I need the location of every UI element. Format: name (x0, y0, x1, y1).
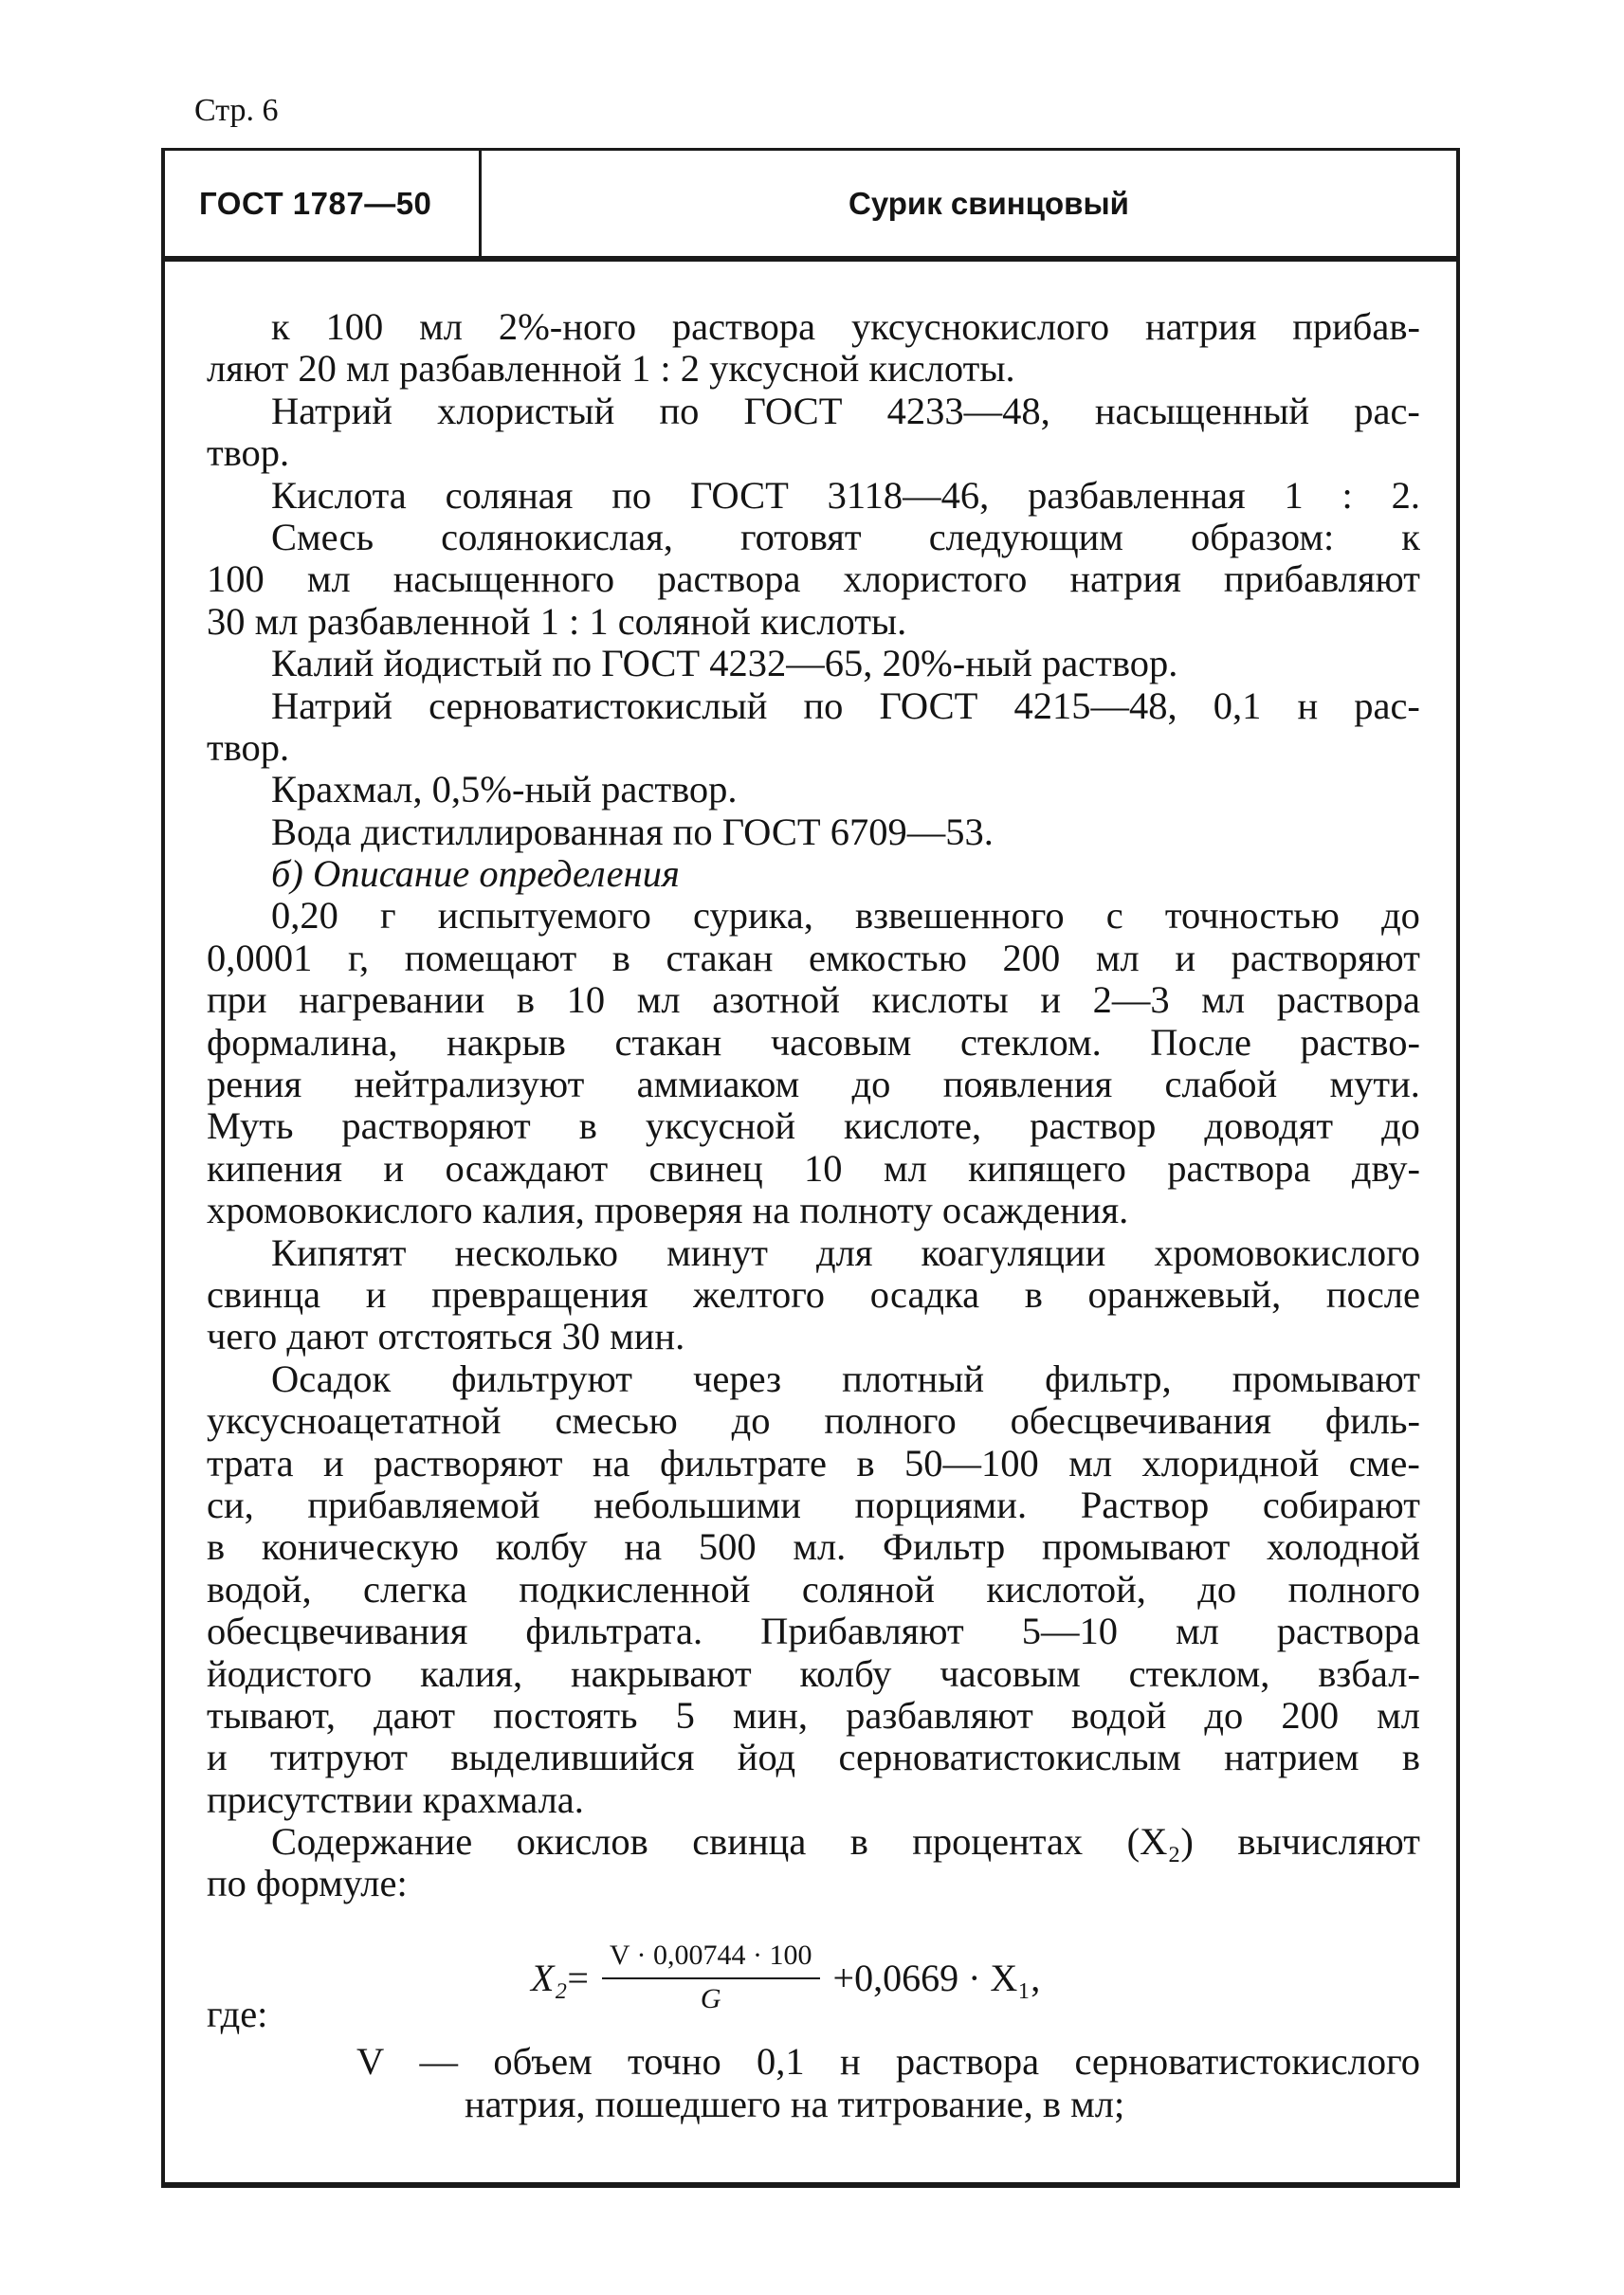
word: раствора (895, 2040, 1040, 2084)
word: фильтрата. (525, 1610, 703, 1653)
word: 50—100 (904, 1441, 1039, 1484)
word: Кипятят (271, 1230, 407, 1274)
word: подкисленной (519, 1567, 751, 1611)
word: 0,20 (271, 894, 338, 938)
word: раствора (1167, 1146, 1311, 1190)
word: кислотой, (986, 1567, 1146, 1611)
word: образом: (1191, 515, 1335, 558)
word: водой, (207, 1567, 312, 1611)
word: свинца (207, 1272, 321, 1316)
word: процентах (912, 1820, 1084, 1864)
word: небольшими (593, 1483, 801, 1526)
word: обесцвечивания (207, 1610, 468, 1653)
text-line (207, 1358, 1420, 1400)
word: 10 (566, 978, 606, 1022)
word: стакан (666, 936, 774, 979)
word: си, (207, 1483, 254, 1526)
word: минут (666, 1230, 769, 1274)
word: 500 (698, 1525, 757, 1569)
word: промывают (1042, 1525, 1231, 1569)
word: по (611, 473, 652, 517)
word: фильтрате (659, 1441, 828, 1484)
word: нейтрализуют (354, 1063, 585, 1106)
word: соляной (801, 1567, 935, 1611)
word: окислов (516, 1820, 648, 1864)
text-line: по формуле: (207, 1862, 408, 1905)
text-line (207, 1484, 1420, 1526)
word: свинца (692, 1820, 807, 1864)
word: (X₂) (1126, 1820, 1194, 1864)
word: 200 (1002, 936, 1061, 979)
word: прибавляемой (307, 1483, 540, 1526)
word: фильтруют (451, 1357, 632, 1400)
word: Муть (207, 1104, 294, 1148)
text-line (207, 306, 1420, 348)
word: промывают (1232, 1357, 1420, 1400)
word: кипящего (968, 1146, 1126, 1190)
word: объем (493, 2040, 593, 2084)
word: уксуснокислого (851, 305, 1110, 348)
text-line: натрия, пошедшего на титрование, в мл; (465, 2082, 1125, 2125)
text-line: ляют 20 мл разбавленной 1 : 2 уксусной кислоты. (207, 347, 1015, 391)
word: мл (636, 978, 681, 1022)
word: и (1175, 936, 1196, 979)
word: и (1040, 978, 1062, 1022)
word: помещают (404, 936, 577, 979)
word: колбу (495, 1525, 588, 1569)
text-line (207, 1569, 1420, 1611)
word: через (693, 1357, 782, 1400)
word: Смесь (271, 515, 374, 558)
word: растворяют (1231, 936, 1420, 979)
text-line: где: (207, 1993, 268, 2036)
word: мл (1068, 1441, 1113, 1484)
word: коагуляции (921, 1230, 1106, 1274)
word: до (1197, 1567, 1237, 1611)
word: колбу (799, 1651, 892, 1695)
word: натрием (1224, 1736, 1359, 1779)
header-separator (479, 150, 482, 256)
word: смесью (555, 1399, 678, 1443)
text-line (207, 1064, 1420, 1105)
word: насыщенный (1094, 389, 1310, 432)
document-body (207, 306, 1420, 2125)
word: выделившийся (450, 1736, 695, 1779)
header-bottom-rule (161, 256, 1460, 262)
word: и (322, 1441, 344, 1484)
word: кислоте, (844, 1104, 982, 1148)
formula-x2 (531, 1940, 1040, 2015)
formula-numerator: V · 0,00744 · 100 (602, 1940, 820, 1979)
word: г, (348, 936, 370, 979)
word: ГОСТ (689, 473, 789, 517)
word: серноватистокислого (1074, 2040, 1420, 2084)
text-line (207, 1653, 1420, 1695)
word: хлоридной (1141, 1441, 1320, 1484)
word: готовят (739, 515, 862, 558)
word: 4233—48, (886, 389, 1050, 432)
word: сурика, (693, 894, 813, 938)
text-line (207, 685, 1420, 727)
word: в (1024, 1272, 1043, 1316)
word: порциями. (854, 1483, 1028, 1526)
word: 4215—48, (1013, 683, 1177, 727)
word: Прибавляют (760, 1610, 964, 1653)
word: мути. (1329, 1063, 1420, 1106)
word: при (207, 978, 267, 1022)
page-number: Стр. 6 (194, 93, 279, 128)
text-line (207, 895, 1420, 937)
text-line (207, 517, 1420, 558)
word: мл (1377, 1693, 1420, 1737)
word: йодистого (207, 1651, 373, 1695)
word: оранжевый, (1087, 1272, 1282, 1316)
word: н (1297, 683, 1319, 727)
word: Фильтр (883, 1525, 1006, 1569)
text-line (207, 1022, 1420, 1064)
text-line (207, 1611, 1420, 1652)
formula-lhs: X₂ (531, 1956, 568, 1999)
word: филь- (1324, 1399, 1420, 1443)
text-line: твор. (207, 725, 290, 769)
text-line (207, 1105, 1420, 1147)
word: V (356, 2040, 385, 2084)
word: в (207, 1525, 226, 1569)
text-line (207, 1400, 1420, 1442)
word: Раствор (1080, 1483, 1210, 1526)
word: серноватистокислым (838, 1736, 1181, 1779)
word: и (207, 1736, 228, 1779)
text-line: чего дают отстояться 30 мин. (207, 1315, 685, 1358)
text-line (207, 1232, 1420, 1274)
word: 3118—46, (827, 473, 990, 517)
text-line (207, 1737, 1420, 1778)
word: мл (1095, 936, 1140, 979)
word: Кислота (271, 473, 407, 517)
word: точностью (1164, 894, 1340, 938)
word: 2. (1391, 473, 1420, 517)
word: плотный (842, 1357, 984, 1400)
word: фильтр, (1045, 1357, 1172, 1400)
word: превращения (431, 1272, 648, 1316)
footer-rule (161, 2182, 1460, 2188)
word: в (849, 1820, 868, 1864)
word: уксусной (645, 1104, 796, 1148)
word: следующим (928, 515, 1123, 558)
word: мин, (732, 1693, 809, 1737)
word: стеклом, (1128, 1651, 1270, 1695)
word: рас- (1354, 389, 1420, 432)
word: раствора (1276, 1610, 1420, 1653)
word: 100 (325, 305, 384, 348)
word: желтого (693, 1272, 826, 1316)
word: солянокислая, (441, 515, 673, 558)
word: часовым (770, 1020, 912, 1064)
text-line (207, 391, 1420, 432)
word: мл (1201, 978, 1246, 1022)
text-line (207, 938, 1420, 979)
word: Натрий (271, 389, 392, 432)
word: часовым (940, 1651, 1081, 1695)
word: сме- (1348, 1441, 1420, 1484)
word: по (659, 389, 700, 432)
text-line: Вода дистиллированная по ГОСТ 6709—53. (271, 810, 994, 853)
word: разбавленная (1028, 473, 1246, 517)
word: раствора (657, 557, 801, 601)
word: ГОСТ (879, 683, 978, 727)
word: 2%-ного (498, 305, 637, 348)
word: в (611, 936, 630, 979)
word: тывают, (207, 1693, 336, 1737)
text-line: Калий йодистый по ГОСТ 4232—65, 20%-ный раствор. (271, 642, 1178, 685)
word: 0,1 (757, 2040, 805, 2084)
word: 0,1 (1213, 683, 1262, 727)
word: рения (207, 1063, 302, 1106)
word: доводят (1204, 1104, 1334, 1148)
word: дву- (1351, 1146, 1420, 1190)
text-line (207, 2041, 1420, 2083)
word: появления (942, 1063, 1113, 1106)
word: для (816, 1230, 873, 1274)
word: постоять (493, 1693, 638, 1737)
word: раство- (1300, 1020, 1420, 1064)
word: и (365, 1272, 387, 1316)
text-line (207, 475, 1420, 517)
text-line: Крахмал, 0,5%-ный раствор. (271, 768, 738, 811)
word: стакан (614, 1020, 722, 1064)
word: мл (1175, 1610, 1219, 1653)
word: осадка (869, 1272, 980, 1316)
word: осаждают (445, 1146, 609, 1190)
word: собирают (1262, 1483, 1420, 1526)
word: взбал- (1318, 1651, 1420, 1695)
formula-denominator: G (700, 1983, 721, 2014)
text-line (207, 1443, 1420, 1484)
word: уксусноацетатной (207, 1399, 502, 1443)
word: натрия (1069, 557, 1181, 601)
word: взвешенного (854, 894, 1065, 938)
word: с (1105, 894, 1123, 938)
word: Содержание (271, 1820, 473, 1864)
word: 2—3 (1092, 978, 1170, 1022)
text-line: б) Описание определения (271, 852, 680, 896)
word: по (803, 683, 844, 727)
word: до (731, 1399, 771, 1443)
header-standard-number: ГОСТ 1787—50 (199, 186, 432, 221)
word: мл. (793, 1525, 847, 1569)
word: после (1325, 1272, 1420, 1316)
word: хлористый (437, 389, 615, 432)
word: слабой (1164, 1063, 1278, 1106)
word: мл (883, 1146, 927, 1190)
word: Натрий (271, 683, 392, 727)
text-line: 30 мл разбавленной 1 : 1 соляной кислоты. (207, 599, 907, 643)
word: 100 (207, 557, 265, 601)
word: хромовокислого (1154, 1230, 1420, 1274)
word: к (1401, 515, 1420, 558)
text-line (207, 1695, 1420, 1737)
text-line (207, 1821, 1420, 1863)
word: ГОСТ (743, 389, 843, 432)
word: хлористого (843, 557, 1028, 601)
word: емкостью (809, 936, 967, 979)
word: накрыв (447, 1020, 566, 1064)
word: в (578, 1104, 597, 1148)
word: водой (1070, 1693, 1167, 1737)
word: обесцвечивания (1010, 1399, 1272, 1443)
word: формалина, (207, 1020, 398, 1064)
word: натрия (1145, 305, 1257, 348)
word: полного (1287, 1567, 1420, 1611)
word: — (419, 2040, 459, 2084)
text-line (207, 979, 1420, 1021)
header-title: Сурик свинцовый (848, 186, 1129, 221)
word: нагревании (299, 978, 485, 1022)
word: соляная (445, 473, 574, 517)
word: раствора (1276, 978, 1420, 1022)
word: коническую (261, 1525, 460, 1569)
text-line (207, 558, 1420, 600)
word: полного (824, 1399, 957, 1443)
word: азотной (712, 978, 840, 1022)
word: растворяют (374, 1441, 563, 1484)
word: в (856, 1441, 875, 1484)
word: 10 (804, 1146, 843, 1190)
word: калия, (420, 1651, 523, 1695)
text-line (207, 1526, 1420, 1568)
word: мл (419, 305, 463, 348)
formula-rhs: +0,0669 · X₁, (832, 1956, 1041, 1999)
word: 1 (1284, 473, 1304, 517)
word: прибав- (1292, 305, 1420, 348)
word: мл (306, 557, 351, 601)
word: После (1150, 1020, 1251, 1064)
word: испытуемого (437, 894, 651, 938)
word: йод (737, 1736, 796, 1779)
word: до (1381, 1104, 1420, 1148)
word: слегка (363, 1567, 467, 1611)
word: насыщенного (392, 557, 615, 601)
word: вычисляют (1237, 1820, 1420, 1864)
word: до (1381, 894, 1420, 938)
word: титруют (270, 1736, 409, 1779)
text-line (207, 1148, 1420, 1190)
word: 0,0001 (207, 936, 313, 979)
word: до (1204, 1693, 1244, 1737)
text-line (207, 1274, 1420, 1316)
formula-fraction (602, 1940, 820, 2015)
word: несколько (454, 1230, 619, 1274)
word: г (380, 894, 396, 938)
word: аммиаком (636, 1063, 800, 1106)
word: свинец (648, 1146, 763, 1190)
word: на (592, 1441, 630, 1484)
word: : (1341, 473, 1353, 517)
word: к (271, 305, 290, 348)
word: растворяют (341, 1104, 531, 1148)
word: на (624, 1525, 663, 1569)
word: дают (374, 1693, 456, 1737)
word: 5—10 (1021, 1610, 1118, 1653)
word: кислоты (871, 978, 1009, 1022)
word: в (1401, 1736, 1420, 1779)
text-line: твор. (207, 431, 290, 475)
word: стеклом. (959, 1020, 1102, 1064)
text-line: хромовокислого калия, проверяя на полноту осаждения. (207, 1189, 1129, 1232)
word: н (839, 2040, 861, 2084)
word: накрывают (570, 1651, 752, 1695)
word: кипения (207, 1146, 342, 1190)
word: точно (628, 2040, 721, 2084)
word: рас- (1354, 683, 1420, 727)
word: 5 (675, 1693, 695, 1737)
text-line: присутствии крахмала. (207, 1777, 584, 1821)
word: разбавляют (846, 1693, 1033, 1737)
word: в (516, 978, 536, 1022)
word: раствора (671, 305, 816, 348)
word: 200 (1281, 1693, 1340, 1737)
word: Осадок (271, 1357, 392, 1400)
word: прибавляют (1223, 557, 1420, 601)
word: раствор (1030, 1104, 1157, 1148)
word: трата (207, 1441, 294, 1484)
word: до (851, 1063, 891, 1106)
word: и (383, 1146, 405, 1190)
word: серноватистокислый (429, 683, 768, 727)
word: холодной (1267, 1525, 1420, 1569)
formula-equals: = (567, 1956, 589, 1999)
